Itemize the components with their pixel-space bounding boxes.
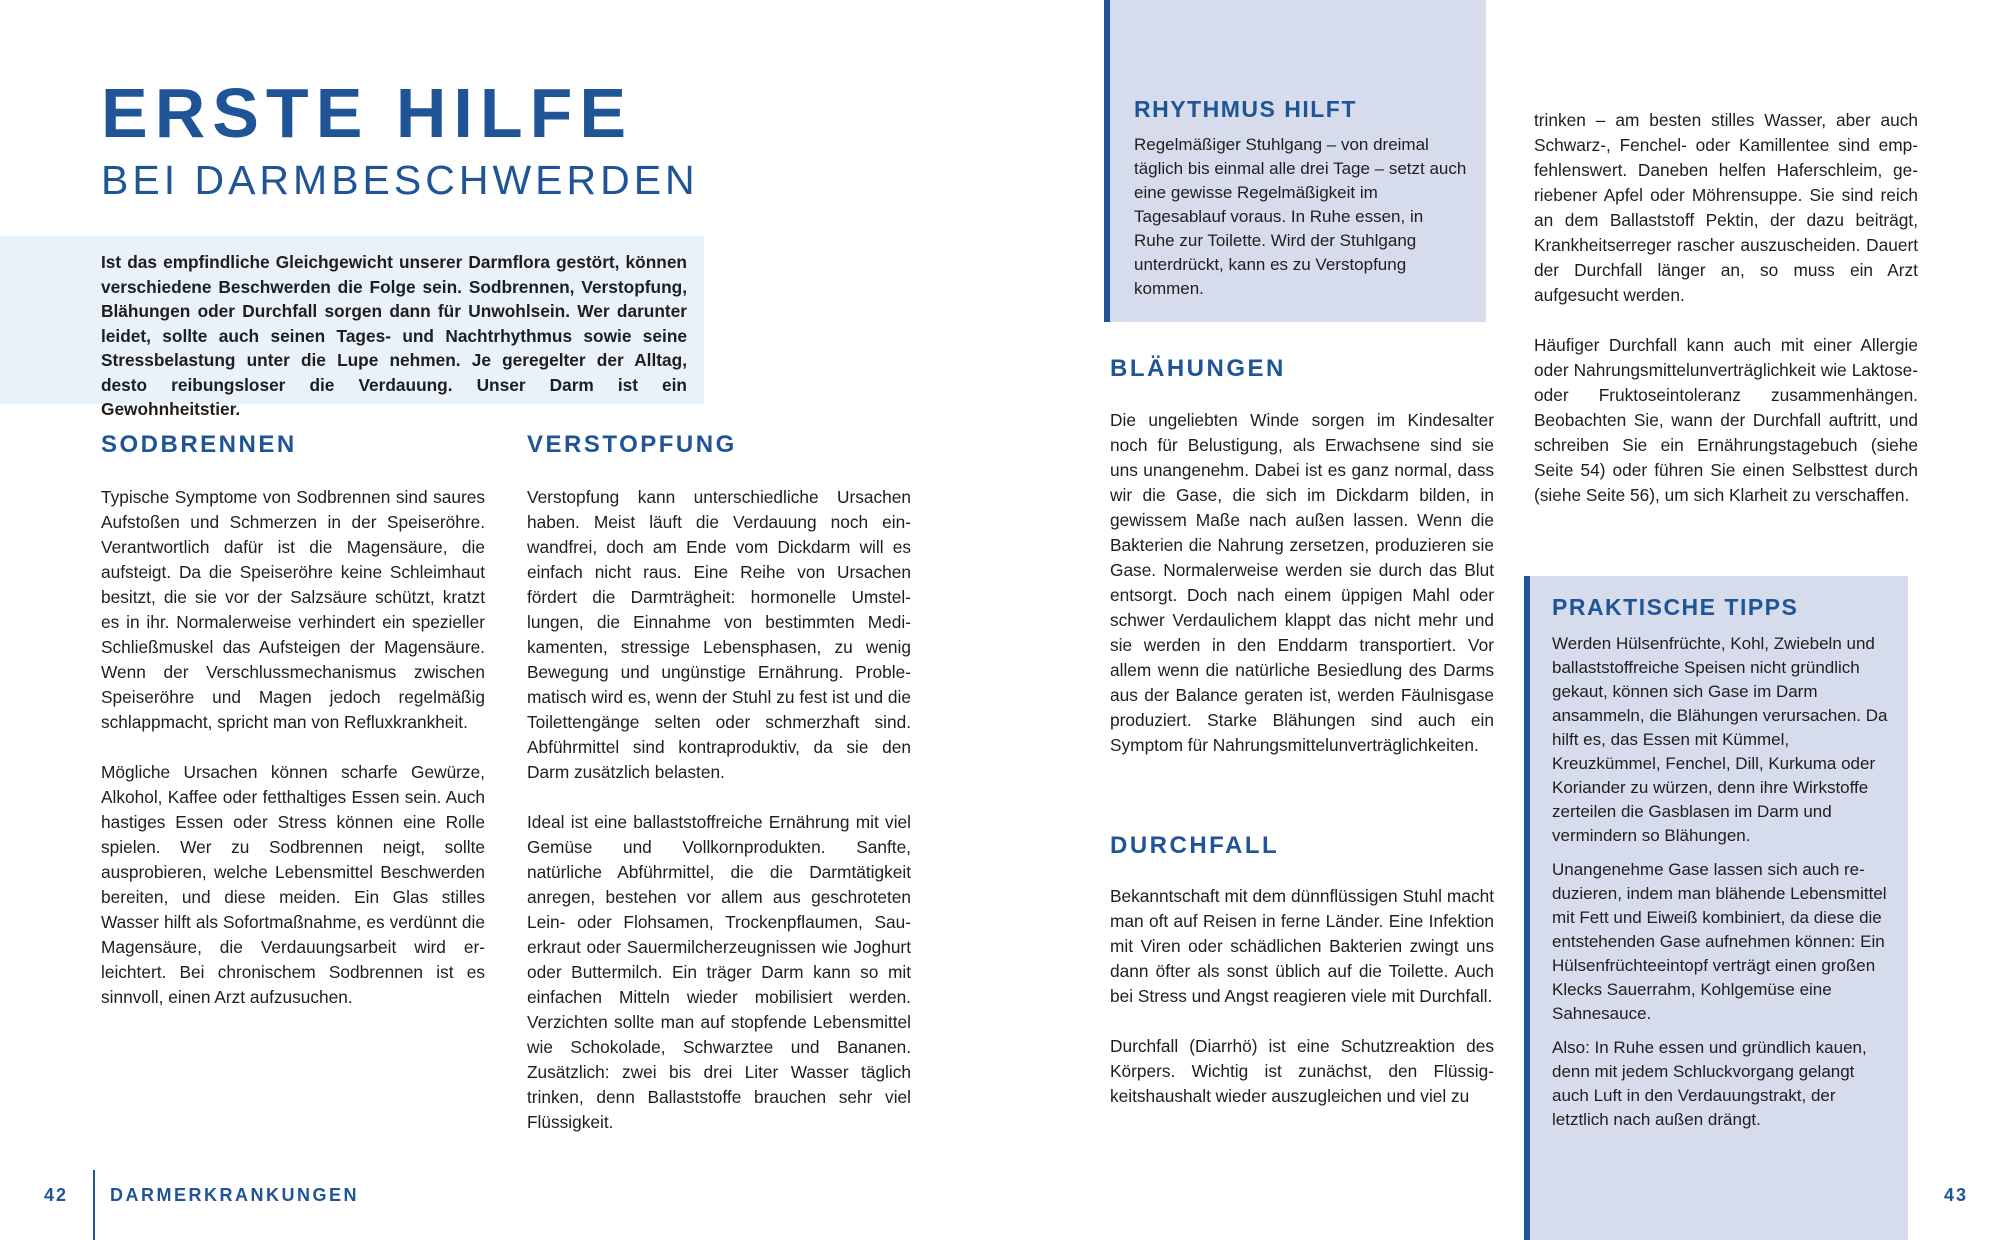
paragraph: Bekanntschaft mit dem dünnflüssigen Stuhl macht man oft auf Reisen in ferne Länder. Eine Infektion mit Viren oder schädlichen Bakterien zwingt uns dann öfter als sonst üblich auf die Toilette. Auch bei Stress und Angst reagieren viele mit Durchfall. — [1110, 886, 1494, 1006]
page-number: 42 — [44, 1185, 69, 1205]
heading-sodbrennen: SODBRENNEN — [101, 431, 297, 458]
sodbrennen-body — [101, 485, 485, 1010]
heading-rhythmus: RHYTHMUS HILFT — [1134, 96, 1357, 122]
page-number: 43 — [1944, 1185, 1969, 1205]
paragraph: Werden Hülsenfrüchte, Kohl, Zwiebeln und ballaststoffreiche Speisen nicht gründlich gekaut, können sich Gase im Darm ansammeln, die Blähungen verursachen. Da hilft es, das Essen mit Kümmel, Kreuzkümmel, Fenchel, Dill, Kurkuma oder Koriander zu würzen, denn ihre Wirkstoffe zerteilen die Gasblasen im Darm und vermindern so Blähungen. — [1552, 634, 1888, 845]
tipps-info-box — [1524, 576, 1908, 1240]
page-title: ERSTE HILFE — [101, 74, 634, 152]
paragraph: Mögliche Ursachen können scharfe Gewürze, Alkohol, Kaffee oder fetthaltiges Essen sein. Auch hastiges Essen oder Stress können eine Rolle spielen. Wer zu Sodbrennen neigt, sollte ausprobieren, welche Lebensmittel Beschwerden bereiten, und diese meiden. Ein Glas stilles Wasser hilft als Sofortmaßnahme, es verdünnt die Magensäure, die Verdauungsarbeit wird erleichtert. Bei chronischem Sodbrennen ist es sinnvoll, einen Arzt aufzusuchen. — [101, 762, 485, 1007]
rhythmus-info-box — [1104, 0, 1486, 322]
paragraph: Also: In Ruhe essen und gründlich kauen, denn mit jedem Schluckvorgang gelangt auch Luft in den Verdauungstrakt, der letztlich nach außen drängt. — [1552, 1038, 1867, 1129]
paragraph: Häufiger Durchfall kann auch mit einer Allergie oder Nahrungsmittelunverträglichkeit wie Laktose- oder Fruktoseintoleranz zusammenhängen. Beobachten Sie, wann der Durchfall auftritt, und schreiben Sie ein Ernährungstagebuch (siehe Seite 54) oder führen Sie einen Selbsttest durch (siehe Seite 56), um sich Klarheit zu verschaffen. — [1534, 335, 1918, 505]
paragraph: Die ungeliebten Winde sorgen im Kindesalter noch für Belustigung, als Erwachsene sind sie uns unangenehm. Dabei ist es ganz normal, dass wir die Gase, die sich im Dickdarm bilden, in gewissem Maße nach außen lassen. Wenn die Bakterien die Nahrung zersetzen, produzieren sie Gase. Normalerweise werden sie durch das Blut entsorgt. Doch nach einem üppigen Mahl oder schwer Verdaulichem klappt das nicht mehr und sie werden in den Enddarm transportiert. Vor allem wenn die natürliche Besiedlung des Darms aus der Balance geraten ist, werden Fäulnisgase produziert. Starke Blähungen sind auch ein Symptom für Nahrungsmittelunverträglichkeiten. — [1110, 410, 1494, 755]
rhythmus-text: Regelmäßiger Stuhlgang – von dreimal täglich bis einmal alle drei Tage – setzt auch eine gewisse Regelmäßigkeit im Tagesablauf voraus. In Ruhe essen, in Ruhe zur Toilette. Wird der Stuhlgang unterdrückt, kann es zu Verstopfung kommen. — [1134, 135, 1467, 298]
tipps-text — [1552, 632, 1894, 1142]
paragraph: Ideal ist eine ballaststoffreiche Ernährung mit viel Gemüse und Vollkornprodukten. Sanfte, natürliche Abführmittel, die die Darmtätigkeit anregen, bestehen vor allem aus geschroteten Lein- oder Flohsamen, Trockenpflaumen, Sauerkraut oder Sauermilcherzeugnissen wie Joghurt oder Buttermilch. Ein träger Darm kann so mit einfachen Mitteln wieder mobilisiert werden. Verzichten sollte man auf stopfende Lebensmittel wie Schokolade, Schwarztee und Bananen. Zusätzlich: zwei bis drei Liter Wasser täglich trinken, denn Ballaststoffe brauchen sehr viel Flüssigkeit. — [527, 812, 911, 1132]
heading-verstopfung: VERSTOPFUNG — [527, 431, 737, 458]
paragraph: Unangenehme Gase lassen sich auch reduzieren, indem man blähende Lebensmittel mit Fett und Eiweiß kombiniert, da diese die entstehenden Gase aufnehmen können: Ein Hülsenfrüchteeintopf verträgt einen großen Klecks Sauerrahm, Kohlgemüse eine Sahnesauce. — [1552, 860, 1887, 1023]
durchfall-continued-body — [1534, 108, 1918, 508]
blaehungen-body — [1110, 408, 1494, 758]
paragraph: Verstopfung kann unterschiedliche Ursachen haben. Meist läuft die Verdauung noch einwandfrei, doch am Ende vom Dickdarm will es einfach nicht raus. Eine Reihe von Ursachen fördert die Darmträgheit: hormonelle Umstellungen, die Einnahme von bestimmten Medikamenten, stressige Lebensphasen, zu wenig Bewegung und ungünstige Ernährung. Problematisch wird es, wenn der Stuhl zu fest ist und die Toilettengänge selten oder schmerzhaft sind. Abführmittel sind kontraproduktiv, da sie den Darm zusätzlich belasten. — [527, 487, 911, 782]
durchfall-body — [1110, 884, 1494, 1109]
paragraph: trinken – am besten stilles Wasser, aber auch Schwarz-, Fenchel- oder Kamillentee sind empfehlenswert. Daneben helfen Haferschleim, geriebener Apfel oder Möhrensuppe. Sie sind reich an dem Ballaststoff Pektin, der dazu beiträgt, Krankheitserreger rascher auszuscheiden. Dauert der Durchfall länger an, so muss ein Arzt aufgesucht werden. — [1534, 110, 1918, 305]
footer-divider — [93, 1170, 95, 1240]
paragraph: Typische Symptome von Sodbrennen sind saures Aufstoßen und Schmerzen in der Speiseröhre. Verantwortlich dafür ist die Magensäure, die aufsteigt. Da die Speiseröhre keine Schleimhaut besitzt, die sie vor der Salzsäure schützt, kratzt es in ihr. Normalerweise verhindert ein spezieller Schließmuskel das Aufsteigen der Magensäure. Wenn der Verschlussmechanismus zwischen Speiseröhre und Magen jedoch regelmäßig schlappmacht, spricht man von Refluxkrankheit. — [101, 487, 485, 732]
verstopfung-body — [527, 485, 911, 1135]
paragraph: Durchfall (Diarrhö) ist eine Schutzreaktion des Körpers. Wichtig ist zunächst, den Flüssigkeitshaushalt wieder auszugleichen und viel zu — [1110, 1036, 1494, 1106]
heading-durchfall: DURCHFALL — [1110, 832, 1280, 859]
running-head: DARMERKRANKUNGEN — [110, 1185, 359, 1205]
heading-tipps: PRAKTISCHE TIPPS — [1552, 594, 1799, 620]
page-subtitle: BEI DARMBESCHWERDEN — [101, 157, 699, 203]
heading-blaehungen: BLÄHUNGEN — [1110, 355, 1286, 382]
intro-text: Ist das empfindliche Gleichgewicht unserer Darmflora gestört, können verschiedene Beschwerden die Folge sein. Sodbrennen, Verstopfung, Blähungen oder Durchfall sorgen dann für Unwohlsein. Wer darunter leidet, sollte auch seinen Tages- und Nachtrhythmus sowie seine Stressbelastung unter die Lupe nehmen. Je geregelter der Alltag, desto reibungsloser die Verdauung. Unser Darm ist ein Gewohnheitstier. — [101, 252, 687, 419]
